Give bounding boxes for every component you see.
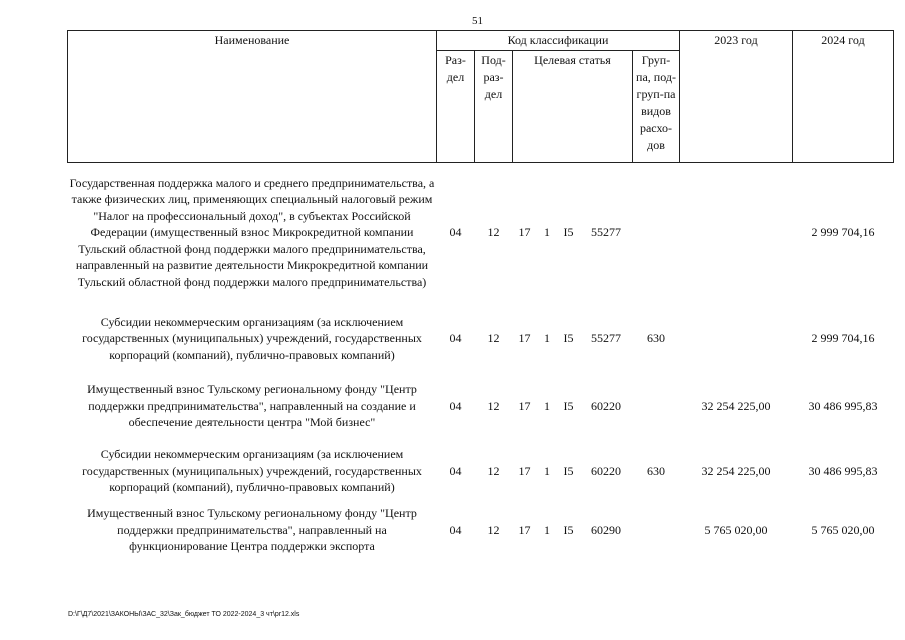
row-vr <box>633 162 680 302</box>
row-vr: 630 <box>647 331 665 346</box>
page-number: 51 <box>472 15 483 27</box>
header-razdel: Раз-дел <box>437 50 475 162</box>
row-podrazdel: 12 <box>487 398 500 413</box>
row-podrazdel: 12 <box>487 522 500 537</box>
row-ts1: 17 <box>518 398 531 413</box>
header-podrazdel: Под-раз-дел <box>475 50 513 162</box>
row-ts1: 17 <box>518 225 531 239</box>
row-ts2: 1 <box>544 225 550 239</box>
row-2024: 5 765 020,00 <box>811 522 875 537</box>
row-ts2: 1 <box>544 463 550 478</box>
row-podrazdel: 12 <box>487 331 500 346</box>
row-2023 <box>680 162 793 302</box>
row-name: Субсидии некоммерческим организациям (за исключением государственных (муниципальных) учреждений, государственных корпораций (компаний), публично-правовых компаний) <box>82 314 422 362</box>
header-name: Наименование <box>68 31 437 163</box>
row-2024: 2 999 704,16 <box>811 225 875 239</box>
table-body <box>68 162 894 555</box>
row-ts2: 1 <box>544 398 550 413</box>
header-target: Целевая статья <box>513 50 633 162</box>
table-row <box>68 375 894 437</box>
row-razdel: 04 <box>449 225 462 239</box>
file-path-footer: D:\Г\Д7\2021\ЗАКОНЫ\ЗАС_32\Зак_бюджет ТО 2022-2024_3 чт\pr12.xls <box>68 611 300 618</box>
row-2024: 30 486 995,83 <box>808 398 878 413</box>
row-2023: 32 254 225,00 <box>701 398 771 413</box>
header-code-group: Код классификации <box>437 31 680 51</box>
row-ts2: 1 <box>544 522 550 537</box>
row-ts3: I5 <box>563 331 574 346</box>
row-2023: 32 254 225,00 <box>701 463 771 478</box>
row-ts4: 60290 <box>591 522 621 537</box>
row-2023: 5 765 020,00 <box>704 522 768 537</box>
header-2024: 2024 год <box>793 31 894 163</box>
header-group: Груп-па, под-груп-па видов расхо-дов <box>633 50 680 162</box>
row-ts4: 60220 <box>591 463 621 478</box>
table-row <box>68 162 894 302</box>
row-2024: 30 486 995,83 <box>808 463 878 478</box>
row-razdel: 04 <box>449 331 462 346</box>
table-row <box>68 437 894 505</box>
row-ts1: 17 <box>518 331 531 346</box>
row-name: Субсидии некоммерческим организациям (за исключением государственных (муниципальных) учреждений, государственных корпораций (компаний), публично-правовых компаний) <box>82 447 422 495</box>
row-ts1: 17 <box>518 522 531 537</box>
row-razdel: 04 <box>449 522 462 537</box>
row-ts1: 17 <box>518 463 531 478</box>
row-name: Имущественный взнос Тульскому региональному фонду "Центр поддержки предпринимательства", направленный на создание и обеспечение деятельности центра "Мой бизнес" <box>87 382 417 430</box>
row-vr: 630 <box>647 463 665 478</box>
row-ts4: 60220 <box>591 398 621 413</box>
row-razdel: 04 <box>449 463 462 478</box>
row-ts3: I5 <box>563 522 574 537</box>
row-ts3: I5 <box>563 398 574 413</box>
row-podrazdel: 12 <box>487 225 500 239</box>
row-ts4: 55277 <box>591 331 621 346</box>
row-ts3: I5 <box>563 225 574 239</box>
table-row <box>68 505 894 555</box>
row-ts2: 1 <box>544 331 550 346</box>
header-2023: 2023 год <box>680 31 793 163</box>
row-ts4: 55277 <box>591 225 621 239</box>
row-ts3: I5 <box>563 463 574 478</box>
row-2023 <box>680 302 793 375</box>
row-name: Государственная поддержка малого и среднего предпринимательства, а также физических лиц, применяющих специальный налоговый режим "Налог на профессиональный доход", в субъектах Российской Федерации (имущественный взнос Микрокредитной компании Тульский областной фонд поддержки малого предпринимательства, направленный на развитие деятельности Микрокредитной компании Тульский областной фонд поддержки малого предпринимательства) <box>69 175 435 289</box>
row-podrazdel: 12 <box>487 463 500 478</box>
row-name: Имущественный взнос Тульскому региональному фонду "Центр поддержки предпринимательства", направленный на функционирование Центра поддержки экспорта <box>87 506 417 554</box>
row-razdel: 04 <box>449 398 462 413</box>
row-vr <box>633 505 680 555</box>
table-header <box>68 31 894 163</box>
budget-table <box>67 30 894 555</box>
row-2024: 2 999 704,16 <box>811 331 875 346</box>
row-vr <box>633 375 680 437</box>
table-row <box>68 302 894 375</box>
